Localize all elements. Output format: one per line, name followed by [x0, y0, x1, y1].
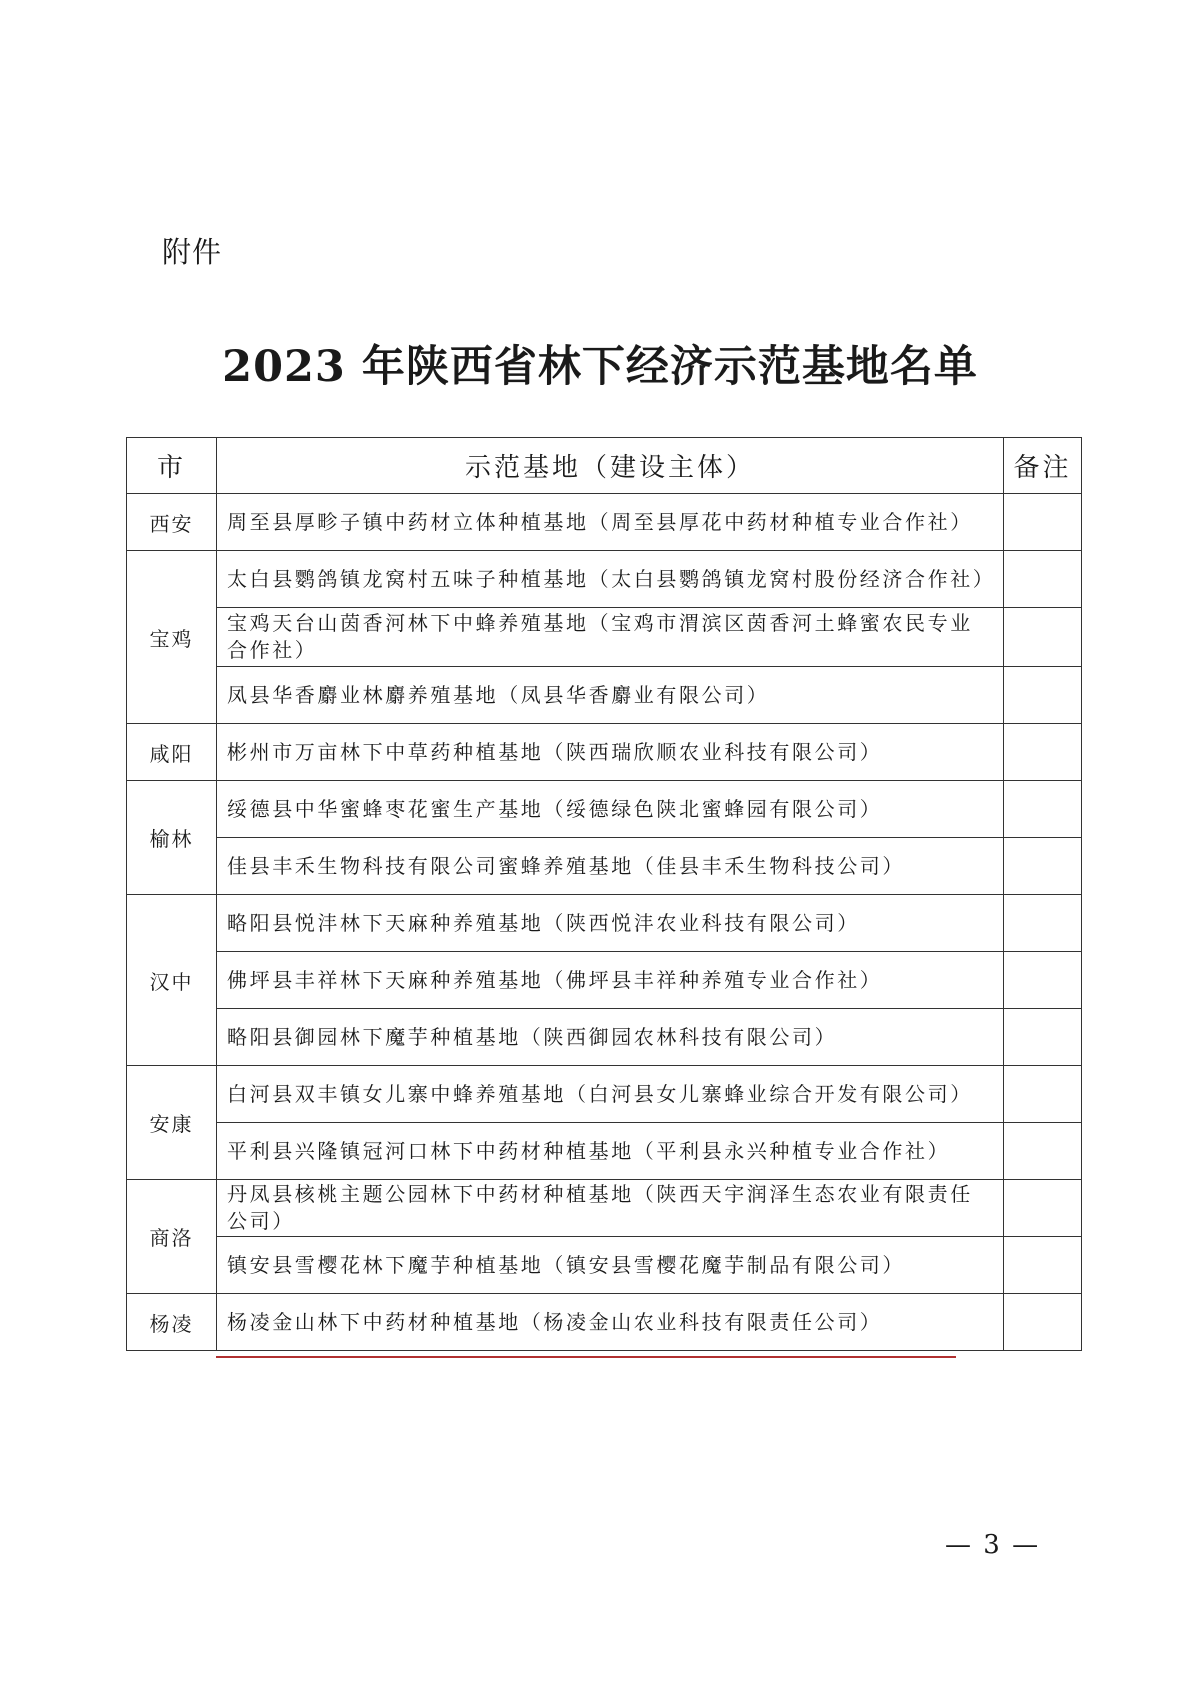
table-row [127, 1123, 1082, 1180]
table-row [127, 551, 1082, 608]
attachment-label: 附件 [162, 235, 223, 269]
document-title: 2023 年陕西省林下经济示范基地名单 [222, 342, 978, 392]
note-cell [1004, 1237, 1082, 1294]
base-cell: 略阳县悦沣林下天麻种养殖基地（陕西悦沣农业科技有限公司） [217, 895, 1004, 952]
note-cell [1004, 724, 1082, 781]
base-cell: 丹凤县核桃主题公园林下中药材种植基地（陕西天宇润泽生态农业有限责任公司） [217, 1180, 1004, 1237]
note-cell [1004, 1294, 1082, 1351]
base-cell: 杨凌金山林下中药材种植基地（杨凌金山农业科技有限责任公司） [217, 1294, 1004, 1351]
note-cell [1004, 494, 1082, 551]
red-underline-divider [216, 1356, 956, 1358]
table-row [127, 724, 1082, 781]
base-cell: 太白县鹦鸽镇龙窝村五味子种植基地（太白县鹦鸽镇龙窝村股份经济合作社） [217, 551, 1004, 608]
table-row [127, 1009, 1082, 1066]
note-cell [1004, 1180, 1082, 1237]
base-cell: 彬州市万亩林下中草药种植基地（陕西瑞欣顺农业科技有限公司） [217, 724, 1004, 781]
base-cell: 凤县华香麝业林麝养殖基地（凤县华香麝业有限公司） [217, 667, 1004, 724]
base-cell: 镇安县雪樱花林下魔芋种植基地（镇安县雪樱花魔芋制品有限公司） [217, 1237, 1004, 1294]
table-row [127, 952, 1082, 1009]
table-row [127, 1237, 1082, 1294]
note-cell [1004, 1009, 1082, 1066]
note-cell [1004, 551, 1082, 608]
table-row [127, 781, 1082, 838]
note-cell [1004, 608, 1082, 667]
table-row [127, 1294, 1082, 1351]
base-cell: 绥德县中华蜜蜂枣花蜜生产基地（绥德绿色陕北蜜蜂园有限公司） [217, 781, 1004, 838]
note-cell [1004, 1066, 1082, 1123]
note-cell [1004, 667, 1082, 724]
city-cell: 宝鸡 [127, 551, 217, 724]
base-cell: 周至县厚畛子镇中药材立体种植基地（周至县厚花中药材种植专业合作社） [217, 494, 1004, 551]
base-cell: 略阳县御园林下魔芋种植基地（陕西御园农林科技有限公司） [217, 1009, 1004, 1066]
city-cell: 汉中 [127, 895, 217, 1066]
table-row [127, 667, 1082, 724]
page-number: — 3 — [945, 1530, 1041, 1560]
note-cell [1004, 952, 1082, 1009]
table-row [127, 895, 1082, 952]
city-cell: 杨凌 [127, 1294, 217, 1351]
city-cell: 咸阳 [127, 724, 217, 781]
base-cell: 宝鸡天台山茵香河林下中蜂养殖基地（宝鸡市渭滨区茵香河土蜂蜜农民专业合作社） [217, 608, 1004, 667]
base-cell: 佳县丰禾生物科技有限公司蜜蜂养殖基地（佳县丰禾生物科技公司） [217, 838, 1004, 895]
table-header-row [127, 438, 1082, 494]
table-row [127, 1180, 1082, 1237]
note-cell [1004, 1123, 1082, 1180]
header-city: 市 [127, 438, 217, 494]
table-row [127, 1066, 1082, 1123]
note-cell [1004, 895, 1082, 952]
base-cell: 平利县兴隆镇冠河口林下中药材种植基地（平利县永兴种植专业合作社） [217, 1123, 1004, 1180]
note-cell [1004, 781, 1082, 838]
base-cell: 佛坪县丰祥林下天麻种养殖基地（佛坪县丰祥种养殖专业合作社） [217, 952, 1004, 1009]
table-row [127, 608, 1082, 667]
base-cell: 白河县双丰镇女儿寨中蜂养殖基地（白河县女儿寨蜂业综合开发有限公司） [217, 1066, 1004, 1123]
header-base: 示范基地（建设主体） [217, 438, 1004, 494]
city-cell: 榆林 [127, 781, 217, 895]
note-cell [1004, 838, 1082, 895]
city-cell: 安康 [127, 1066, 217, 1180]
table-row [127, 494, 1082, 551]
city-cell: 西安 [127, 494, 217, 551]
demo-base-table [126, 437, 1082, 1351]
header-note: 备注 [1004, 438, 1082, 494]
city-cell: 商洛 [127, 1180, 217, 1294]
table-row [127, 838, 1082, 895]
